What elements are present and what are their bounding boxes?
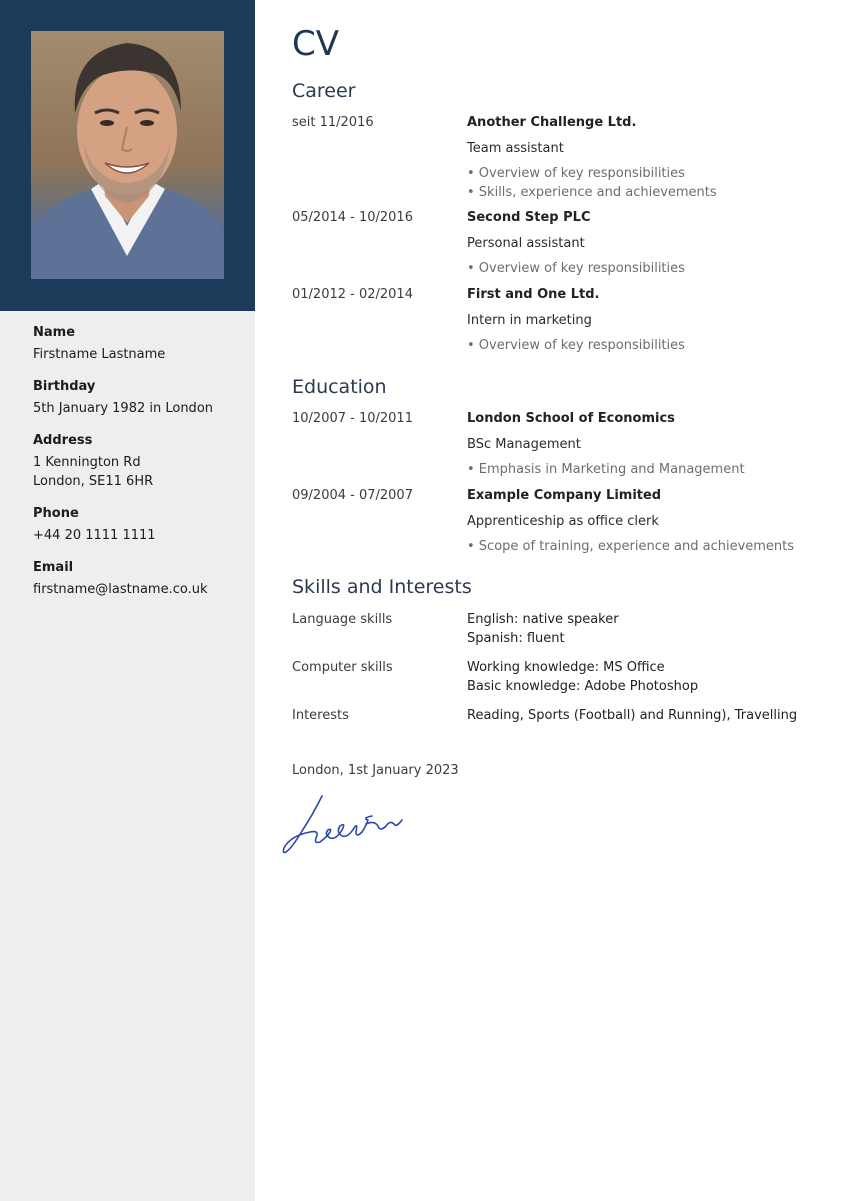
entry-body	[467, 487, 822, 556]
entry-bullets	[467, 259, 822, 278]
skill-value: Reading, Sports (Football) and Running), Travelling	[467, 708, 798, 723]
entry-organisation: London School of Economics	[467, 411, 675, 426]
skill-value: Basic knowledge: Adobe Photoshop	[467, 679, 699, 694]
phone-label: Phone	[33, 506, 79, 521]
birthday-label: Birthday	[33, 379, 96, 394]
career-heading: Career	[292, 80, 356, 102]
address-line-1: 1 Kennington Rd	[33, 455, 141, 470]
entry-date: 05/2014 - 10/2016	[292, 210, 413, 225]
profile-photo	[31, 31, 224, 279]
address-field	[33, 432, 248, 491]
email-value: firstname@lastname.co.uk	[33, 582, 208, 597]
entry-bullet: • Overview of key responsibilities	[467, 261, 685, 276]
address-label: Address	[33, 433, 93, 448]
entry-date: 10/2007 - 10/2011	[292, 411, 413, 426]
entry-body	[467, 209, 822, 278]
email-label: Email	[33, 560, 74, 575]
name-field	[33, 324, 248, 364]
entry-role: BSc Management	[467, 437, 581, 452]
skill-label: Computer skills	[292, 660, 393, 675]
entry-bullet: • Emphasis in Marketing and Management	[467, 462, 745, 477]
entry-body	[467, 410, 822, 479]
entry-body	[467, 114, 822, 202]
entry-organisation: First and One Ltd.	[467, 287, 600, 302]
phone-field	[33, 505, 248, 545]
entry-organisation: Example Company Limited	[467, 488, 662, 503]
address-line-2: London, SE11 6HR	[33, 474, 154, 489]
skill-values	[467, 658, 822, 696]
signature	[282, 786, 412, 862]
email-field	[33, 559, 248, 599]
entry-bullet: • Scope of training, experience and achievements	[467, 539, 795, 554]
entry-body	[467, 286, 822, 355]
name-label: Name	[33, 325, 76, 340]
entry-role: Team assistant	[467, 141, 564, 156]
skill-values	[467, 706, 822, 725]
education-heading: Education	[292, 376, 387, 398]
skill-label: Language skills	[292, 612, 393, 627]
entry-role: Intern in marketing	[467, 313, 592, 328]
skill-values	[467, 610, 822, 648]
entry-bullets	[467, 336, 822, 355]
skills-heading: Skills and Interests	[292, 576, 472, 598]
skill-value: English: native speaker	[467, 612, 619, 627]
birthday-value: 5th January 1982 in London	[33, 401, 214, 416]
name-value: Firstname Lastname	[33, 347, 166, 362]
entry-bullets	[467, 460, 822, 479]
entry-bullets	[467, 164, 822, 202]
address-value	[33, 453, 248, 491]
entry-bullet: • Overview of key responsibilities	[467, 166, 685, 181]
entry-date: 09/2004 - 07/2007	[292, 488, 413, 503]
entry-role: Apprenticeship as office clerk	[467, 514, 659, 529]
entry-date: seit 11/2016	[292, 115, 374, 130]
skill-value: Working knowledge: MS Office	[467, 660, 665, 675]
sidebar	[0, 0, 255, 1201]
phone-value: +44 20 1111 1111	[33, 528, 156, 543]
skill-label: Interests	[292, 708, 349, 723]
place-and-date: London, 1st January 2023	[292, 763, 459, 778]
birthday-field	[33, 378, 248, 418]
personal-details	[33, 324, 248, 613]
entry-organisation: Another Challenge Ltd.	[467, 115, 637, 130]
photo-band	[0, 0, 255, 311]
entry-date: 01/2012 - 02/2014	[292, 287, 413, 302]
entry-bullets	[467, 537, 822, 556]
entry-role: Personal assistant	[467, 236, 585, 251]
page-title: CV	[292, 24, 339, 64]
entry-bullet: • Overview of key responsibilities	[467, 338, 685, 353]
entry-bullet: • Skills, experience and achievements	[467, 185, 717, 200]
skill-value: Spanish: fluent	[467, 631, 565, 646]
entry-organisation: Second Step PLC	[467, 210, 591, 225]
